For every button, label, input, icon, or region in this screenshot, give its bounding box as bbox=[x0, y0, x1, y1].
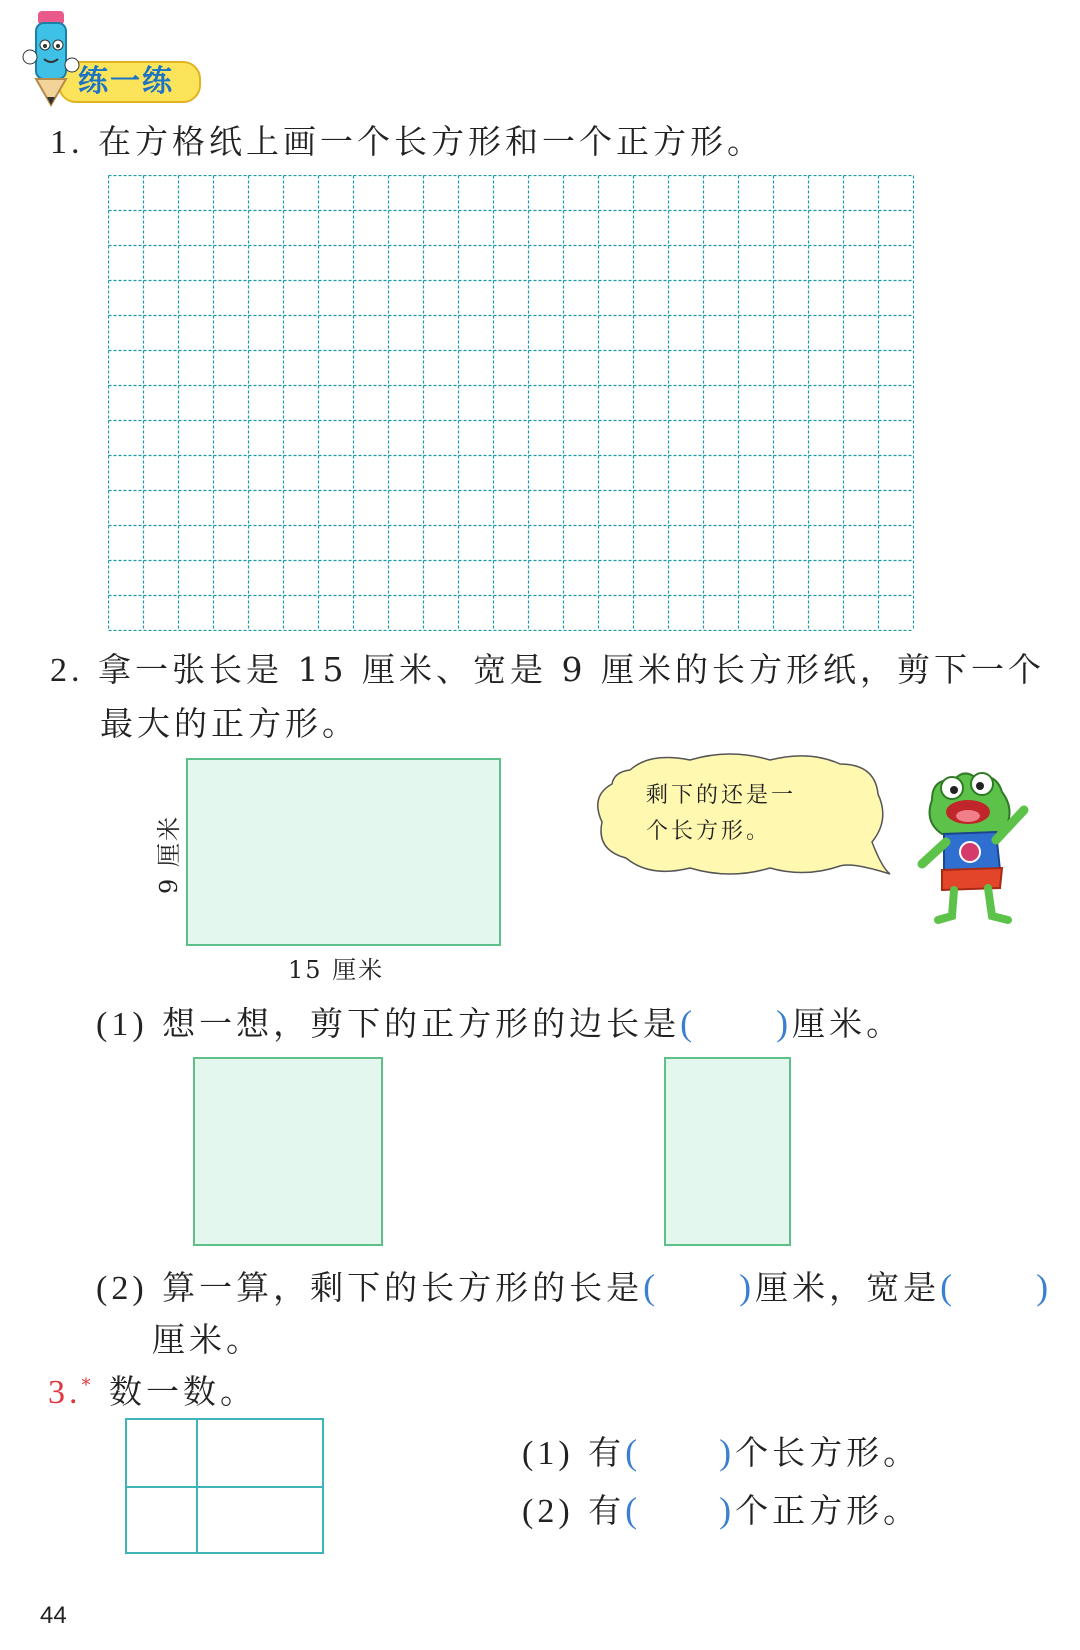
width-label: 9 厘米 bbox=[154, 814, 183, 894]
section-title: 练一练 bbox=[78, 64, 174, 99]
answer-blank-rectangles-close[interactable]: ) bbox=[719, 1432, 736, 1472]
q1-line bbox=[50, 122, 764, 163]
q2-sub1 bbox=[96, 1003, 903, 1045]
page-number: 44 bbox=[40, 1602, 67, 1629]
frog-mascot-icon bbox=[912, 770, 1040, 930]
q2-text-line1: 拿一张长是 15 厘米、宽是 9 厘米的长方形纸，剪下一个 bbox=[98, 650, 1045, 689]
q1-text: 在方格纸上画一个长方形和一个正方形。 bbox=[98, 122, 764, 161]
q3-star: * bbox=[81, 1375, 95, 1396]
q3-line bbox=[48, 1372, 257, 1413]
grid-paper bbox=[108, 175, 914, 631]
section-header-badge bbox=[18, 55, 203, 107]
q2-sub2 bbox=[96, 1267, 1052, 1309]
paper-rectangle bbox=[186, 758, 501, 946]
answer-blank-rectangles-open[interactable]: ( bbox=[625, 1432, 642, 1472]
q2-line2: 最大的正方形。 bbox=[100, 704, 359, 743]
q2-sub2-number: (2) bbox=[96, 1270, 148, 1307]
answer-blank-sub1-open[interactable]: ( bbox=[680, 1003, 697, 1043]
answer-blank-squares-close[interactable]: ) bbox=[719, 1490, 736, 1530]
q2-sub2-mid: 厘米，宽是 bbox=[755, 1268, 941, 1307]
length-label: 15 厘米 bbox=[288, 956, 385, 984]
speech-bubble bbox=[590, 750, 910, 880]
q3-item1-pre: 有 bbox=[588, 1433, 626, 1472]
q3-item2-post: 个正方形。 bbox=[735, 1491, 921, 1530]
q2-number: 2. bbox=[50, 652, 84, 689]
cut-square bbox=[193, 1057, 383, 1246]
q2-sub1-tail: 厘米。 bbox=[792, 1004, 904, 1043]
q2-sub1-number: (1) bbox=[96, 1006, 148, 1043]
q1-number: 1. bbox=[50, 124, 84, 161]
speech-line2: 个长方形。 bbox=[646, 819, 772, 844]
answer-blank-width-close[interactable]: ) bbox=[1036, 1267, 1053, 1307]
answer-blank-length-close[interactable]: ) bbox=[739, 1267, 756, 1307]
pencil-mascot-icon bbox=[18, 5, 80, 110]
q3-item2-pre: 有 bbox=[588, 1491, 626, 1530]
q2-sub2-text: 算一算，剩下的长方形的长是 bbox=[162, 1268, 644, 1307]
q3-item2 bbox=[522, 1490, 920, 1532]
q3-item2-number: (2) bbox=[522, 1493, 574, 1530]
answer-blank-squares-open[interactable]: ( bbox=[625, 1490, 642, 1530]
width-label-wrap bbox=[148, 804, 184, 904]
answer-blank-width-open[interactable]: ( bbox=[940, 1267, 957, 1307]
q3-item1-number: (1) bbox=[522, 1435, 574, 1472]
speech-line1: 剩下的还是一 bbox=[646, 783, 797, 808]
remaining-rectangle bbox=[664, 1057, 791, 1246]
q3-item1-post: 个长方形。 bbox=[735, 1433, 921, 1472]
q3-text: 数一数。 bbox=[109, 1372, 257, 1411]
count-figure bbox=[125, 1418, 324, 1554]
q2-sub1-text: 想一想，剪下的正方形的边长是 bbox=[162, 1004, 681, 1043]
answer-blank-length-open[interactable]: ( bbox=[643, 1267, 660, 1307]
count-figure-hline bbox=[127, 1486, 322, 1488]
q3-number: 3. bbox=[48, 1374, 82, 1411]
q3-item1 bbox=[522, 1432, 920, 1474]
q2-line1 bbox=[50, 650, 1045, 691]
q2-sub2-tail: 厘米。 bbox=[152, 1320, 263, 1359]
answer-blank-sub1-close[interactable]: ) bbox=[776, 1003, 793, 1043]
